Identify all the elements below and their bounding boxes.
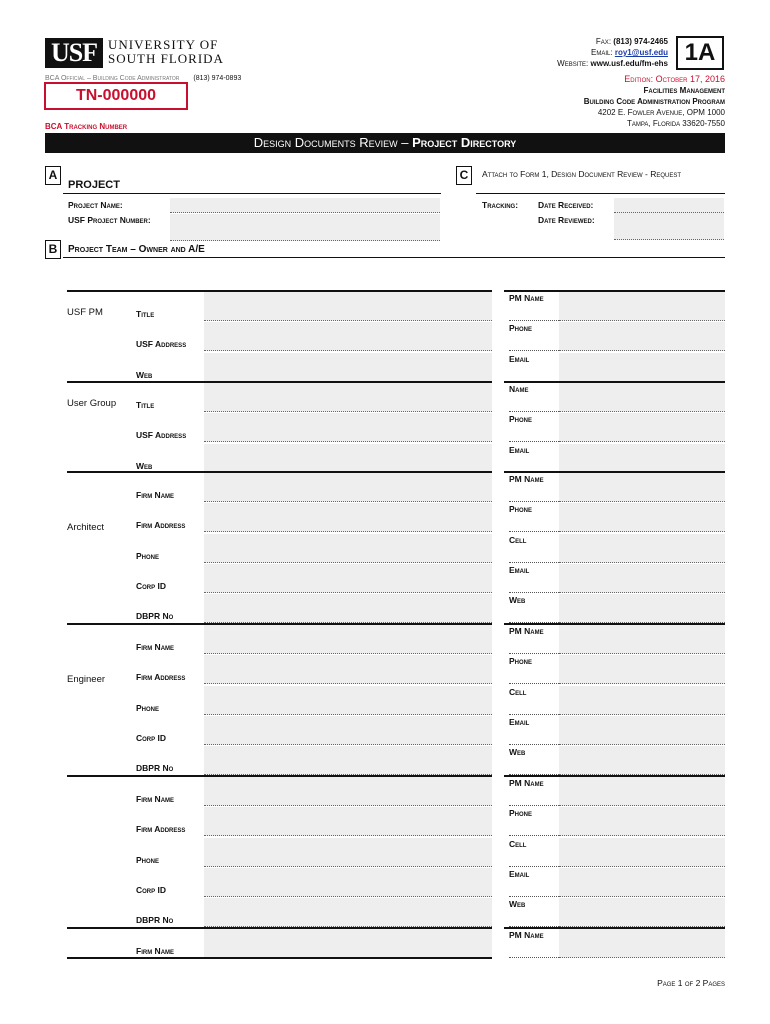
team-field-input[interactable] bbox=[204, 503, 492, 532]
team-field-label: Phone bbox=[509, 504, 533, 515]
fax-label: Fax: bbox=[595, 37, 612, 46]
team-field-label: Firm Name bbox=[136, 946, 175, 956]
email-label: Email: bbox=[591, 48, 613, 57]
label-underline bbox=[509, 714, 559, 715]
team-field-input[interactable] bbox=[559, 807, 725, 836]
team-field-label: USF Address bbox=[136, 430, 187, 441]
section-a-box: A bbox=[45, 166, 61, 185]
team-field-input[interactable] bbox=[559, 444, 725, 473]
team-field-label: Title bbox=[136, 309, 155, 319]
team-field-input[interactable] bbox=[204, 868, 492, 897]
team-field-label: PM Name bbox=[509, 293, 544, 303]
label-underline bbox=[509, 683, 559, 684]
team-field-input[interactable] bbox=[204, 594, 492, 623]
team-field-label: Email bbox=[509, 444, 530, 455]
team-field-input[interactable] bbox=[559, 777, 725, 806]
logo-line-1: UNIVERSITY OF bbox=[108, 37, 219, 52]
form-badge-1a: 1A bbox=[676, 36, 724, 70]
email-link[interactable]: roy1@usf.edu bbox=[614, 48, 668, 57]
date-reviewed-label: Date Reviewed: bbox=[538, 215, 595, 225]
team-field-input[interactable] bbox=[204, 473, 492, 502]
bca-phone: (813) 974-0893 bbox=[193, 75, 242, 82]
team-field-label: Corp ID bbox=[136, 732, 167, 743]
team-field-input[interactable] bbox=[559, 413, 725, 442]
section-b-heading: Project Team – Owner and A/E bbox=[68, 244, 205, 255]
team-field-input[interactable] bbox=[204, 655, 492, 684]
project-number-label: USF Project Number: bbox=[68, 215, 151, 225]
team-field-input[interactable] bbox=[559, 503, 725, 532]
section-c-box: C bbox=[456, 166, 472, 185]
team-field-input[interactable] bbox=[204, 413, 492, 442]
team-field-input[interactable] bbox=[204, 777, 492, 806]
team-field-label: Firm Name bbox=[136, 794, 175, 804]
label-underline bbox=[509, 531, 559, 532]
section-a-heading: PROJECT bbox=[68, 179, 120, 191]
team-field-input[interactable] bbox=[204, 807, 492, 836]
team-field-label: Firm Address bbox=[136, 672, 186, 683]
team-field-label: PM Name bbox=[509, 930, 544, 940]
label-underline bbox=[509, 320, 559, 321]
team-field-label: Phone bbox=[509, 656, 533, 667]
team-field-label: Email bbox=[509, 868, 530, 879]
team-field-input[interactable] bbox=[204, 534, 492, 563]
department-name: Facilities Management bbox=[643, 86, 725, 95]
page-title bbox=[45, 133, 725, 153]
team-field-label: PM Name bbox=[509, 474, 544, 484]
page-number: Page 1 of 2 Pages bbox=[657, 978, 725, 988]
team-field-label: Phone bbox=[509, 323, 533, 334]
team-field-label: Web bbox=[136, 369, 153, 380]
website-line bbox=[557, 58, 668, 69]
team-field-input[interactable] bbox=[559, 929, 725, 958]
team-field-label: Phone bbox=[509, 808, 533, 819]
label-underline bbox=[509, 957, 559, 958]
title-part-2: Project Directory bbox=[412, 135, 517, 150]
team-field-label: Phone bbox=[509, 414, 533, 425]
team-field-input[interactable] bbox=[204, 383, 492, 412]
team-field-label: Corp ID bbox=[136, 884, 167, 895]
team-field-input[interactable] bbox=[204, 444, 492, 473]
bca-official-line bbox=[45, 75, 241, 82]
bca-official-label: BCA Official – Building Code Administrator bbox=[45, 75, 180, 82]
logo-line-2: SOUTH FLORIDA bbox=[108, 51, 224, 66]
team-field-label: Cell bbox=[509, 534, 527, 545]
usf-logo-mark: USF bbox=[45, 38, 103, 68]
team-field-label: Name bbox=[509, 384, 529, 394]
section-b-box: B bbox=[45, 240, 61, 259]
date-reviewed-field[interactable] bbox=[614, 213, 724, 240]
team-role-label: Engineer bbox=[67, 674, 106, 685]
team-field-label: Email bbox=[509, 353, 530, 364]
team-field-input[interactable] bbox=[204, 353, 492, 382]
team-role-label: USF PM bbox=[67, 307, 103, 318]
department-block bbox=[584, 74, 725, 129]
label-underline bbox=[509, 866, 559, 867]
label-underline bbox=[509, 562, 559, 563]
city-address: Tampa, Florida 33620-7550 bbox=[626, 119, 725, 128]
team-field-label: Firm Name bbox=[136, 642, 175, 652]
tracking-number-field[interactable]: TN-000000 bbox=[44, 82, 188, 110]
label-underline bbox=[509, 501, 559, 502]
team-field-input[interactable] bbox=[559, 383, 725, 412]
team-field-label: DBPR No bbox=[136, 915, 174, 926]
label-underline bbox=[509, 653, 559, 654]
team-field-input[interactable] bbox=[559, 655, 725, 684]
team-field-input[interactable] bbox=[559, 746, 725, 775]
edition-date: Edition: October 17, 2016 bbox=[624, 74, 725, 84]
team-role-label: Architect bbox=[67, 522, 104, 533]
team-field-input[interactable] bbox=[559, 353, 725, 382]
team-field-label: Phone bbox=[136, 550, 160, 561]
tracking-number-caption: BCA Tracking Number bbox=[45, 122, 128, 131]
team-field-label: Cell bbox=[509, 838, 527, 849]
label-underline bbox=[509, 441, 559, 442]
team-field-input[interactable] bbox=[559, 534, 725, 563]
team-field-label: Title bbox=[136, 400, 155, 410]
team-field-input[interactable] bbox=[204, 929, 492, 958]
usf-logo-text bbox=[108, 38, 224, 66]
team-field-input[interactable] bbox=[559, 868, 725, 897]
date-received-label: Date Received: bbox=[538, 200, 594, 210]
label-underline bbox=[509, 896, 559, 897]
team-field-label: Cell bbox=[509, 686, 527, 697]
team-field-input[interactable] bbox=[204, 292, 492, 321]
section-c-rule bbox=[476, 193, 725, 194]
website-label: Website: bbox=[557, 59, 589, 68]
team-field-label: PM Name bbox=[509, 778, 544, 788]
team-field-label: Web bbox=[509, 595, 526, 606]
team-field-label: USF Address bbox=[136, 339, 187, 350]
team-field-label: Web bbox=[136, 460, 153, 471]
project-name-label: Project Name: bbox=[68, 200, 123, 210]
date-received-field[interactable] bbox=[614, 198, 724, 213]
team-field-label: Phone bbox=[136, 702, 160, 713]
label-underline bbox=[509, 805, 559, 806]
label-underline bbox=[509, 744, 559, 745]
fax-line bbox=[557, 36, 668, 47]
team-field-label: Email bbox=[509, 564, 530, 575]
team-field-input[interactable] bbox=[559, 322, 725, 351]
team-field-label: Email bbox=[509, 716, 530, 727]
team-field-label: Firm Address bbox=[136, 824, 186, 835]
team-field-input[interactable] bbox=[559, 594, 725, 623]
team-field-input[interactable] bbox=[559, 716, 725, 745]
team-field-input[interactable] bbox=[559, 898, 725, 927]
email-line bbox=[557, 47, 668, 58]
fax-value: (813) 974-2465 bbox=[613, 37, 668, 46]
title-part-1: Design Documents Review – bbox=[253, 135, 413, 150]
team-field-input[interactable] bbox=[559, 292, 725, 321]
team-field-label: Firm Name bbox=[136, 490, 175, 500]
project-name-field[interactable] bbox=[170, 198, 440, 213]
team-field-input[interactable] bbox=[204, 898, 492, 927]
attach-to-form-text: Attach to Form 1, Design Document Review - Request bbox=[482, 169, 682, 179]
team-field-input[interactable] bbox=[204, 746, 492, 775]
section-b-rule bbox=[63, 257, 725, 258]
contact-block bbox=[557, 36, 668, 69]
table-bottom-rule-left bbox=[67, 957, 492, 959]
label-underline bbox=[509, 350, 559, 351]
team-field-label: PM Name bbox=[509, 626, 544, 636]
team-role-label: User Group bbox=[67, 398, 117, 409]
team-field-input[interactable] bbox=[204, 564, 492, 593]
team-field-input[interactable] bbox=[559, 686, 725, 715]
team-field-input[interactable] bbox=[204, 716, 492, 745]
project-number-field[interactable] bbox=[170, 214, 440, 241]
team-field-input[interactable] bbox=[559, 838, 725, 867]
team-field-label: DBPR No bbox=[136, 763, 174, 774]
team-field-input[interactable] bbox=[204, 686, 492, 715]
team-field-input[interactable] bbox=[559, 625, 725, 654]
team-field-label: Phone bbox=[136, 854, 160, 865]
tracking-label: Tracking: bbox=[482, 200, 519, 210]
label-underline bbox=[509, 592, 559, 593]
team-field-label: Firm Address bbox=[136, 520, 186, 531]
team-field-input[interactable] bbox=[204, 838, 492, 867]
team-field-label: DBPR No bbox=[136, 611, 174, 622]
team-field-label: Corp ID bbox=[136, 580, 167, 591]
section-a-rule bbox=[63, 193, 441, 194]
label-underline bbox=[509, 835, 559, 836]
label-underline bbox=[509, 411, 559, 412]
team-field-label: Web bbox=[509, 899, 526, 910]
team-field-input[interactable] bbox=[204, 625, 492, 654]
website-value[interactable]: www.usf.edu/fm-ehs bbox=[590, 59, 668, 68]
team-field-input[interactable] bbox=[559, 564, 725, 593]
team-field-input[interactable] bbox=[204, 322, 492, 351]
team-field-label: Web bbox=[509, 747, 526, 758]
team-field-input[interactable] bbox=[559, 473, 725, 502]
program-name: Building Code Administration Program bbox=[583, 97, 725, 106]
street-address: 4202 E. Fowler Avenue, OPM 1000 bbox=[597, 108, 725, 117]
